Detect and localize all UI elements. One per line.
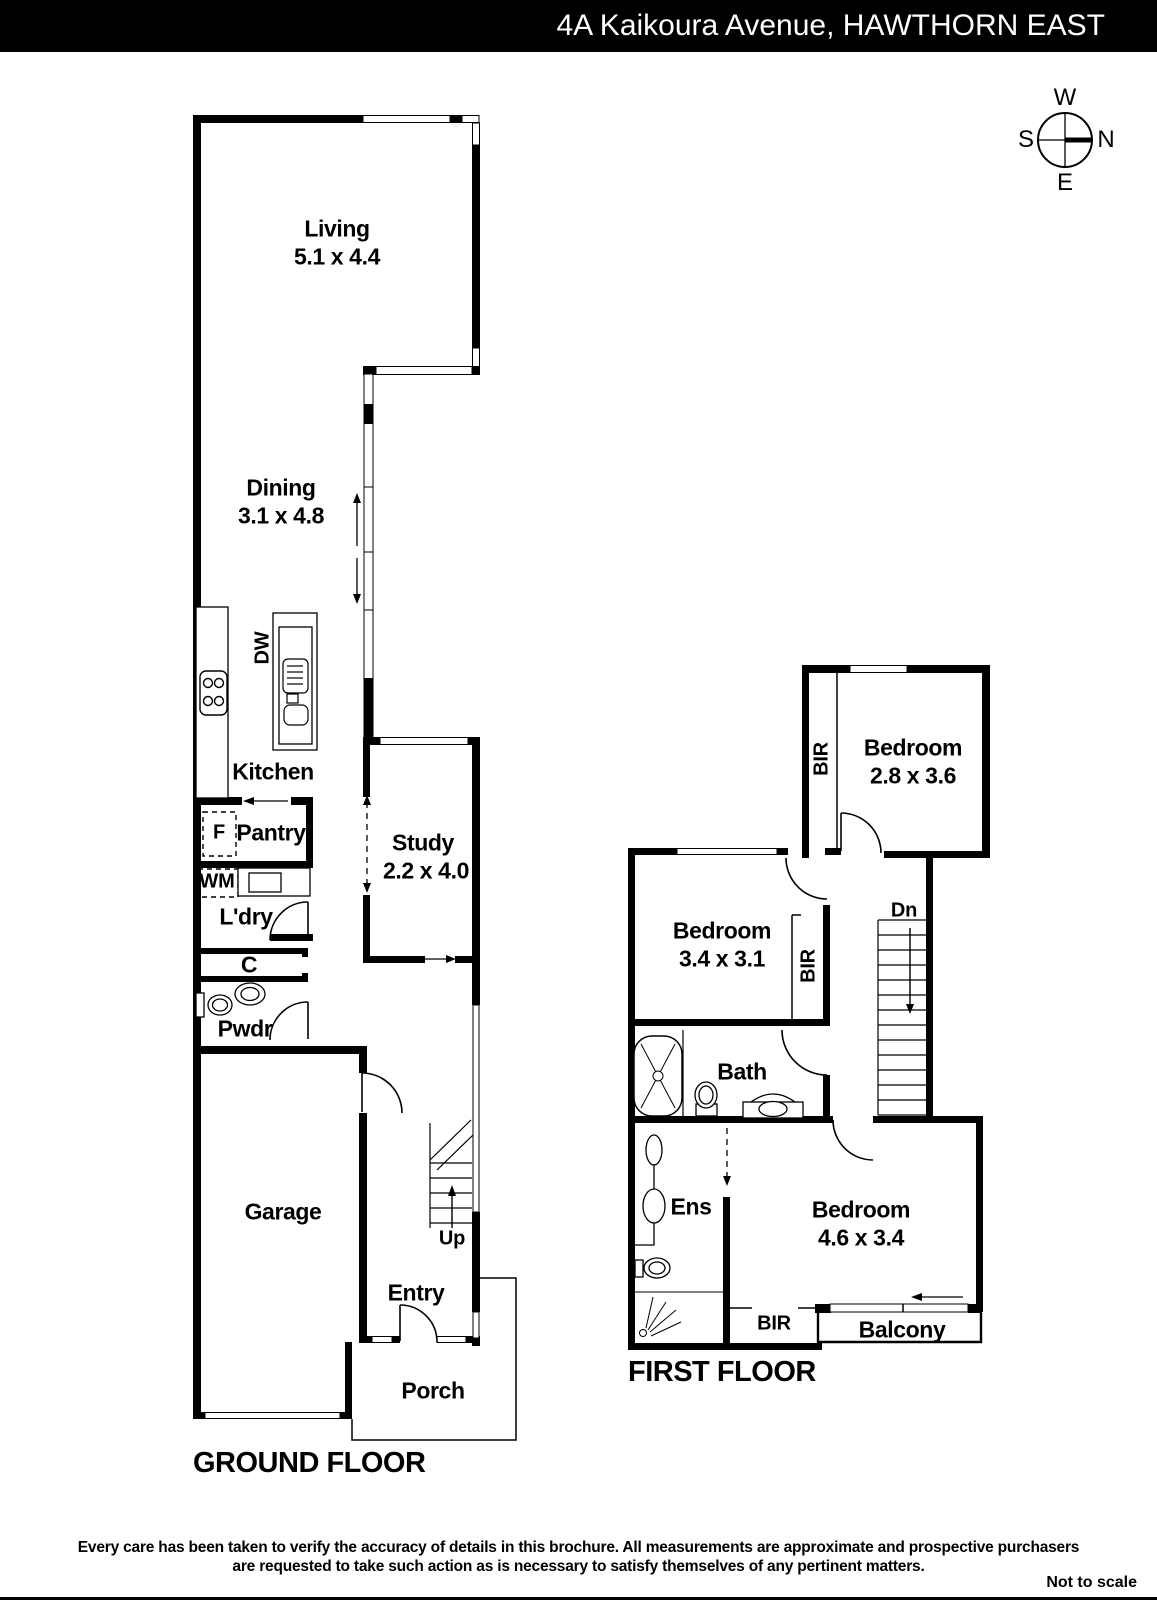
room-label-living: Living [304,215,370,242]
page-title: 4A Kaikoura Avenue, HAWTHORN EAST [556,9,1105,42]
cupboard-label: C [240,951,258,978]
compass-north: N [1097,126,1115,153]
ensuite-toilet-icon [635,1258,670,1278]
robe2-label: BIR [797,949,820,983]
laundry-trough-icon [238,868,310,896]
ensuite-vanity-icon [635,1135,665,1245]
stairs-first [878,920,926,1115]
garage-door-arc [362,1073,402,1113]
bedroom2-door-arc [786,858,827,899]
compass-icon [1038,113,1092,167]
room-label-bedroom3: Bedroom [811,1196,911,1223]
shower-icon [635,1292,723,1337]
room-label-dining: Dining [246,474,316,501]
room-label-entry: Entry [387,1279,445,1306]
room-label-pantry: Pantry [236,819,306,846]
bath-basin-icon [743,1094,803,1118]
compass-west: W [1053,84,1077,111]
down-arrow [906,928,914,1014]
sliding-door-posts [364,366,480,737]
bedroom3-door-arc [833,1120,873,1160]
room-label-laundry: L'dry [219,903,273,930]
bathtub-icon [634,1036,682,1116]
room-label-porch: Porch [401,1377,465,1404]
washing-machine-label: WM [199,870,235,893]
bath-toilet-icon [695,1082,717,1116]
ground-floor-title: GROUND FLOOR [193,1447,426,1479]
room-label-garage: Garage [244,1198,322,1225]
room-label-balcony: Balcony [858,1316,946,1343]
bedroom1-door-arc [841,813,881,853]
room-label-bath: Bath [717,1058,767,1085]
front-door-arc [400,1305,437,1342]
up-arrow [448,1185,456,1228]
room-dims-living: 5.1 x 4.4 [294,243,380,270]
disclaimer-line-1: Every care has been taken to verify the accuracy of details in this brochure. All measurements are approximate and prospective purchasers [77,1539,1080,1556]
room-dims-dining: 3.1 x 4.8 [238,502,324,529]
disclaimer-line-2: are requested to take such action as is necessary to satisfy themselves of any pertinent matters. [232,1558,925,1575]
kitchen-opening-arrow [243,797,288,805]
balcony-slider-arrow [911,1293,963,1301]
robe1-label: BIR [810,742,833,776]
stairs-up-label: Up [438,1227,466,1250]
room-dims-study: 2.2 x 4.0 [383,857,469,884]
scale-note: Not to scale [1046,1574,1137,1591]
fridge-label: F [212,821,226,844]
robe3-label: BIR [757,1312,791,1335]
room-label-ensuite: Ens [670,1193,712,1220]
first-floor-title: FIRST FLOOR [628,1356,816,1388]
room-label-kitchen: Kitchen [232,758,314,785]
powder-toilet-icon [235,983,265,1005]
room-dims-bedroom1: 2.8 x 3.6 [870,762,956,789]
room-label-powder: Pwdr [217,1015,273,1042]
stairs-down-label: Dn [890,899,918,922]
sliding-door-arrows [353,493,361,604]
room-label-bedroom2: Bedroom [672,917,772,944]
room-dims-bedroom3: 4.6 x 3.4 [818,1224,904,1251]
compass-south: S [1017,126,1035,153]
ground-floor-doors [270,902,437,1342]
bath-door-arc [782,1030,827,1075]
compass-east: E [1056,169,1074,196]
powder-door-arc [270,1002,308,1040]
island-bench [273,613,317,750]
room-label-study: Study [392,829,454,856]
powder-basin-icon [196,993,232,1017]
room-label-bedroom1: Bedroom [863,734,963,761]
room-dims-bedroom2: 3.4 x 3.1 [679,945,765,972]
ensuite-entry-arrow [723,1128,731,1186]
dishwasher-label: DW [251,631,274,665]
